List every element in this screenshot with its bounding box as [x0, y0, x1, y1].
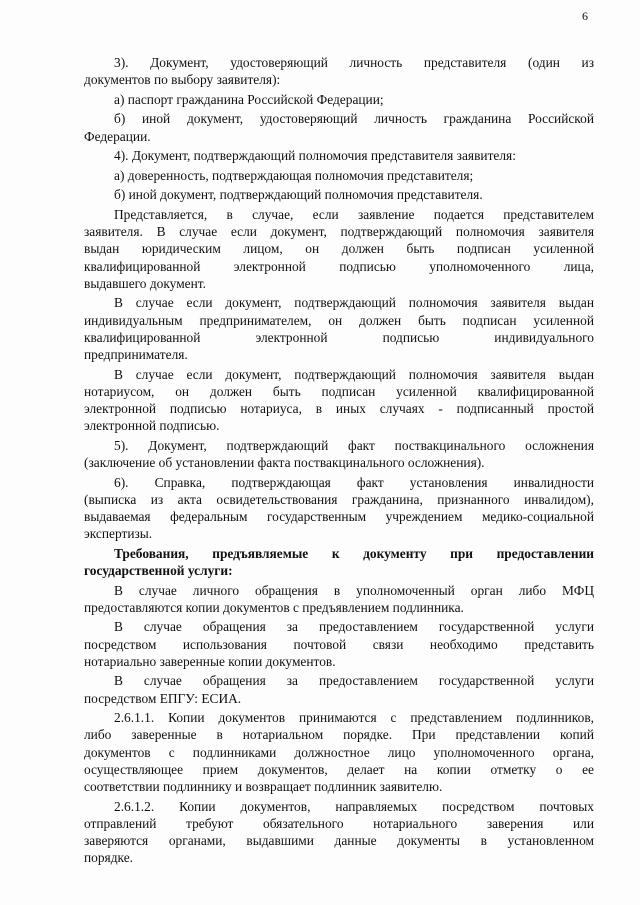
text-line: посредством ЕПГУ: ЕСИА. [84, 690, 242, 706]
text-line: индивидуальным предпринимателем, он должен быть подписан усиленной [84, 312, 594, 328]
text-line: В случае личного обращения в уполномоченный орган либо МФЦ [114, 582, 594, 598]
text-line: квалифицированной электронной подписью уполномоченного лица, [84, 258, 594, 274]
text-line: 3). Документ, удостоверяющий личность представителя (один из [114, 55, 594, 70]
text-line: 2.6.1.2. Копии документов, направляемых посредством почтовых [114, 798, 594, 814]
text-line: (выписка из акта освидетельствования гражданина, признанного инвалидом), [84, 491, 594, 507]
paragraph [84, 91, 594, 108]
text-line: документов по выбору заявителя): [84, 72, 281, 88]
text-line: экспертизы. [84, 526, 153, 542]
paragraph [84, 147, 594, 164]
text-line: квалифицированной электронной подписью индивидуального [84, 329, 594, 345]
text-line: 4). Документ, подтверждающий полномочия представителя заявителя: [114, 148, 516, 164]
text-line: выдавшего документ. [84, 275, 206, 291]
text-line: документов с подлинниками должностное лицо уполномоченного органа, [84, 744, 594, 760]
text-line: предоставляются копии документов с предъявлением подлинника. [84, 599, 464, 615]
paragraph [84, 54, 594, 88]
text-line: б) иной документ, удостоверяющий личность гражданина Российской [114, 111, 594, 127]
text-line: нотариально заверенные копии документов. [84, 653, 336, 669]
paragraph [84, 437, 594, 471]
text-line: электронной подписью. [84, 418, 220, 434]
text-line: 5). Документ, подтверждающий факт поствакцинального осложнения [114, 437, 594, 453]
paragraph [84, 582, 594, 616]
paragraph [84, 366, 594, 435]
text-line: б) иной документ, подтверждающий полномочия представителя. [114, 187, 483, 203]
text-line: посредством использования почтовой связи необходимо представить [84, 636, 594, 652]
text-line: выдан юридическим лицом, он должен быть подписан усиленной [84, 241, 594, 257]
text-line: В случае обращения за предоставлением государственной услуги [114, 619, 594, 635]
document-body [84, 54, 594, 869]
text-line: отправлений требуют обязательного нотариального заверения или [84, 815, 594, 831]
text-line: государственной услуги: [84, 562, 233, 578]
paragraph [84, 206, 594, 292]
paragraph [84, 798, 594, 867]
text-line: предпринимателя. [84, 346, 188, 362]
text-line: а) доверенность, подтверждающая полномочия представителя; [114, 167, 474, 183]
text-line: осуществляющее прием документов, делает на копии отметку о ее [84, 761, 594, 777]
text-line: В случае обращения за предоставлением государственной услуги [114, 673, 594, 689]
text-line: заверяются органами, выдавшими данные документы в установленном [84, 832, 594, 848]
paragraph [84, 474, 594, 543]
paragraph [84, 110, 594, 144]
paragraph [84, 672, 594, 706]
text-line: нотариусом, он должен быть подписан усиленной квалифицированной [84, 383, 594, 399]
paragraph [84, 167, 594, 184]
text-line: 2.6.1.1. Копии документов принимаются с представлением подлинников, [114, 710, 594, 726]
text-line: порядке. [84, 850, 133, 866]
text-line: В случае если документ, подтверждающий полномочия заявителя выдан [114, 295, 594, 311]
paragraph [84, 294, 594, 363]
text-line: электронной подписью нотариуса, в иных случаях - подписанный простой [84, 400, 594, 416]
paragraph [84, 186, 594, 203]
text-line: либо заверенные в нотариальном порядке. При представлении копий [84, 727, 594, 743]
text-line: Требования, предъявляемые к документу при предоставлении [114, 545, 594, 561]
page-number: 6 [582, 9, 588, 23]
section-heading [84, 545, 594, 579]
text-line: соответствии подлиннику и возвращает подлинник заявителю. [84, 778, 443, 794]
paragraph [84, 709, 594, 795]
text-line: (заключение об установлении факта поствакцинального осложнения). [84, 454, 485, 470]
text-line: а) паспорт гражданина Российской Федерации; [114, 91, 384, 107]
text-line: Представляется, в случае, если заявление подается представителем [114, 206, 594, 222]
text-line: Федерации. [84, 128, 151, 144]
text-line: 6). Справка, подтверждающая факт установления инвалидности [114, 474, 594, 490]
text-line: выдаваемая федеральным государственным учреждением медико-социальной [84, 508, 594, 524]
text-line: В случае если документ, подтверждающий полномочия заявителя выдан [114, 366, 594, 382]
text-line: заявителя. В случае если документ, подтверждающий полномочия заявителя [84, 224, 594, 240]
paragraph [84, 618, 594, 670]
